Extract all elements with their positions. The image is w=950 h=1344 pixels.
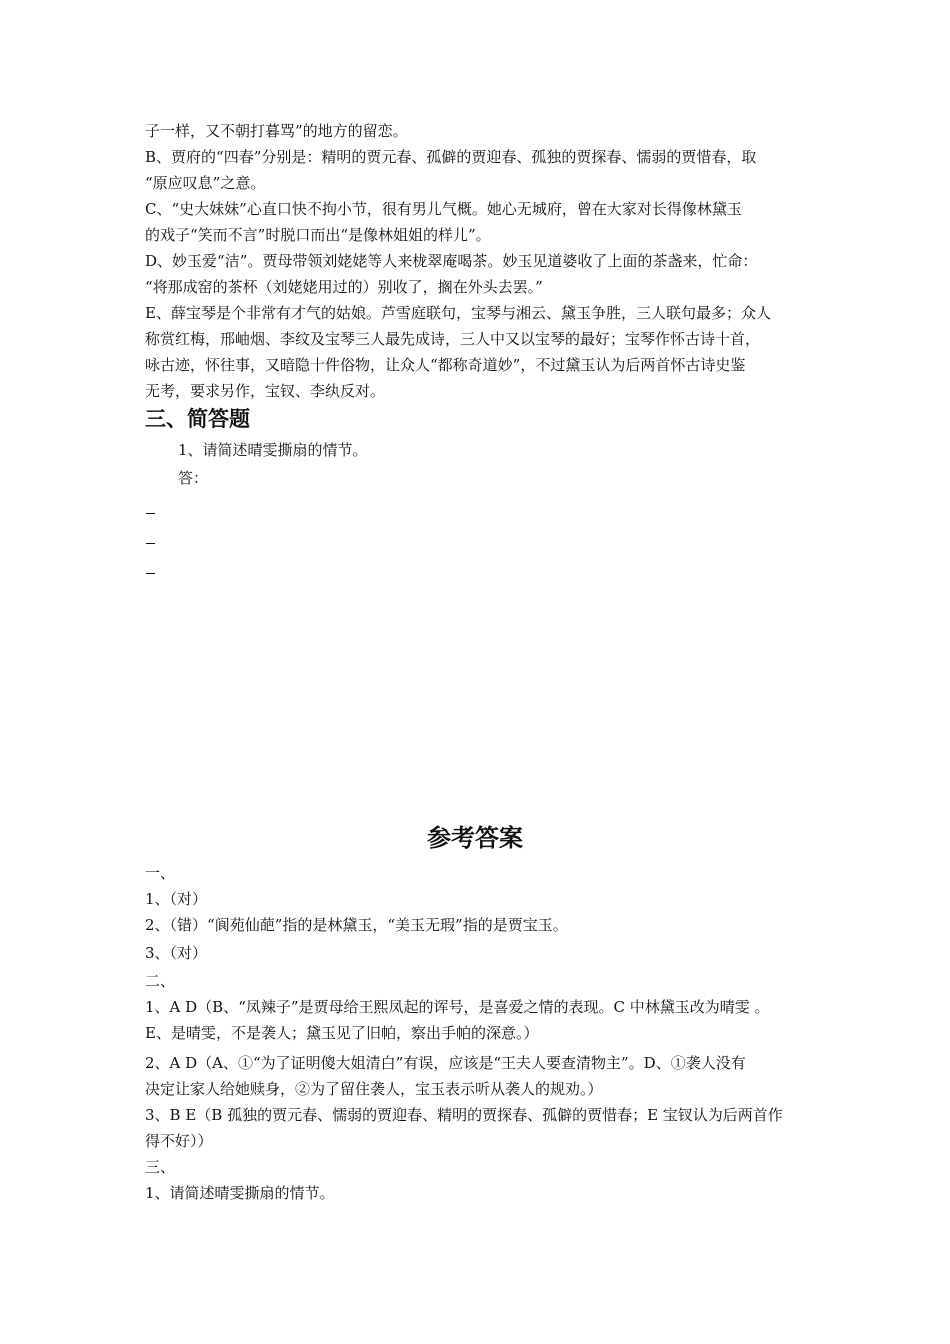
option-e-line-1: E、薛宝琴是个非常有才气的姑娘。芦雪庭联句，宝琴与湘云、黛玉争胜，三人联句最多；众人: [145, 304, 771, 322]
option-a-ending: 子一样，又不朝打暮骂”的地方的留恋。: [145, 122, 408, 140]
answer-blank-line: [146, 543, 155, 544]
option-b-line-2: “原应叹息”之意。: [145, 174, 266, 192]
answer-2-2-line-1: 2、A D（A、①“为了证明傻大姐清白”有误，应该是“王夫人要查清物主”。D、①袭人没有: [145, 1054, 746, 1072]
answer-2-1-line-1: 1、A D（B、“凤辣子”是贾母给王熙凤起的诨号，是喜爱之情的表现。C 中林黛玉改为晴雯 。: [145, 998, 770, 1016]
option-c-line-2: 的戏子“笑而不言”时脱口而出“是像林姐姐的样儿”。: [145, 226, 491, 244]
option-c-line-1: C、“史大妹妹”心直口快不拘小节，很有男儿气概。她心无城府，曾在大家对长得像林黛玉: [145, 200, 742, 218]
answer-key-title: 参考答案: [427, 824, 523, 852]
option-e-line-3: 咏古迹，怀往事，又暗隐十件俗物，让众人“都称奇道妙”，不过黛玉认为后两首怀古诗史鉴: [145, 356, 746, 374]
answer-1-2: 2、（错）“阆苑仙葩”指的是林黛玉，“美玉无瑕”指的是贾宝玉。: [145, 916, 568, 934]
answer-2-3-line-2: 得不好））: [145, 1132, 213, 1150]
answer-blank-line: [146, 513, 155, 514]
answer-2-2-line-2: 决定让家人给她赎身，②为了留住袭人，宝玉表示听从袭人的规劝。）: [145, 1080, 603, 1098]
answer-3-1: 1、请简述晴雯撕扇的情节。: [145, 1184, 335, 1202]
answer-blank-line: [146, 573, 155, 574]
option-e-line-2: 称赏红梅，邢岫烟、李纹及宝琴三人最先成诗，三人中又以宝琴的最好；宝琴作怀古诗十首，: [145, 330, 761, 348]
answer-2-3-line-1: 3、B E（B 孤独的贾元春、懦弱的贾迎春、精明的贾探春、孤僻的贾惜春；E 宝钗认为后两首作: [145, 1106, 783, 1124]
answer-2-1-line-2: E、是晴雯，不是袭人；黛玉见了旧帕，察出手帕的深意。）: [145, 1024, 539, 1042]
answer-section-1-label: 一、: [145, 864, 176, 882]
answer-section-3-label: 三、: [145, 1158, 176, 1176]
answer-1-1: 1、（对）: [145, 890, 208, 908]
answer-label: 答：: [178, 469, 209, 487]
answer-section-2-label: 二、: [145, 972, 176, 990]
option-d-line-2: “将那成窑的茶杯（刘姥姥用过的）别收了，搁在外头去罢。”: [145, 278, 543, 296]
option-b-line-1: B、贾府的“四春”分别是：精明的贾元春、孤僻的贾迎春、孤独的贾探春、懦弱的贾惜春，取: [145, 148, 757, 166]
option-e-line-4: 无考，要求另作，宝钗、李纨反对。: [145, 382, 386, 400]
option-d-line-1: D、妙玉爱“洁”。贾母带领刘姥姥等人来栊翠庵喝茶。妙玉见道婆收了上面的茶盏来，忙命：: [145, 252, 758, 270]
short-answer-question-1: 1、请简述晴雯撕扇的情节。: [178, 441, 368, 459]
answer-1-3: 3、（对）: [145, 944, 208, 962]
section-3-heading: 三、简答题: [145, 407, 250, 431]
